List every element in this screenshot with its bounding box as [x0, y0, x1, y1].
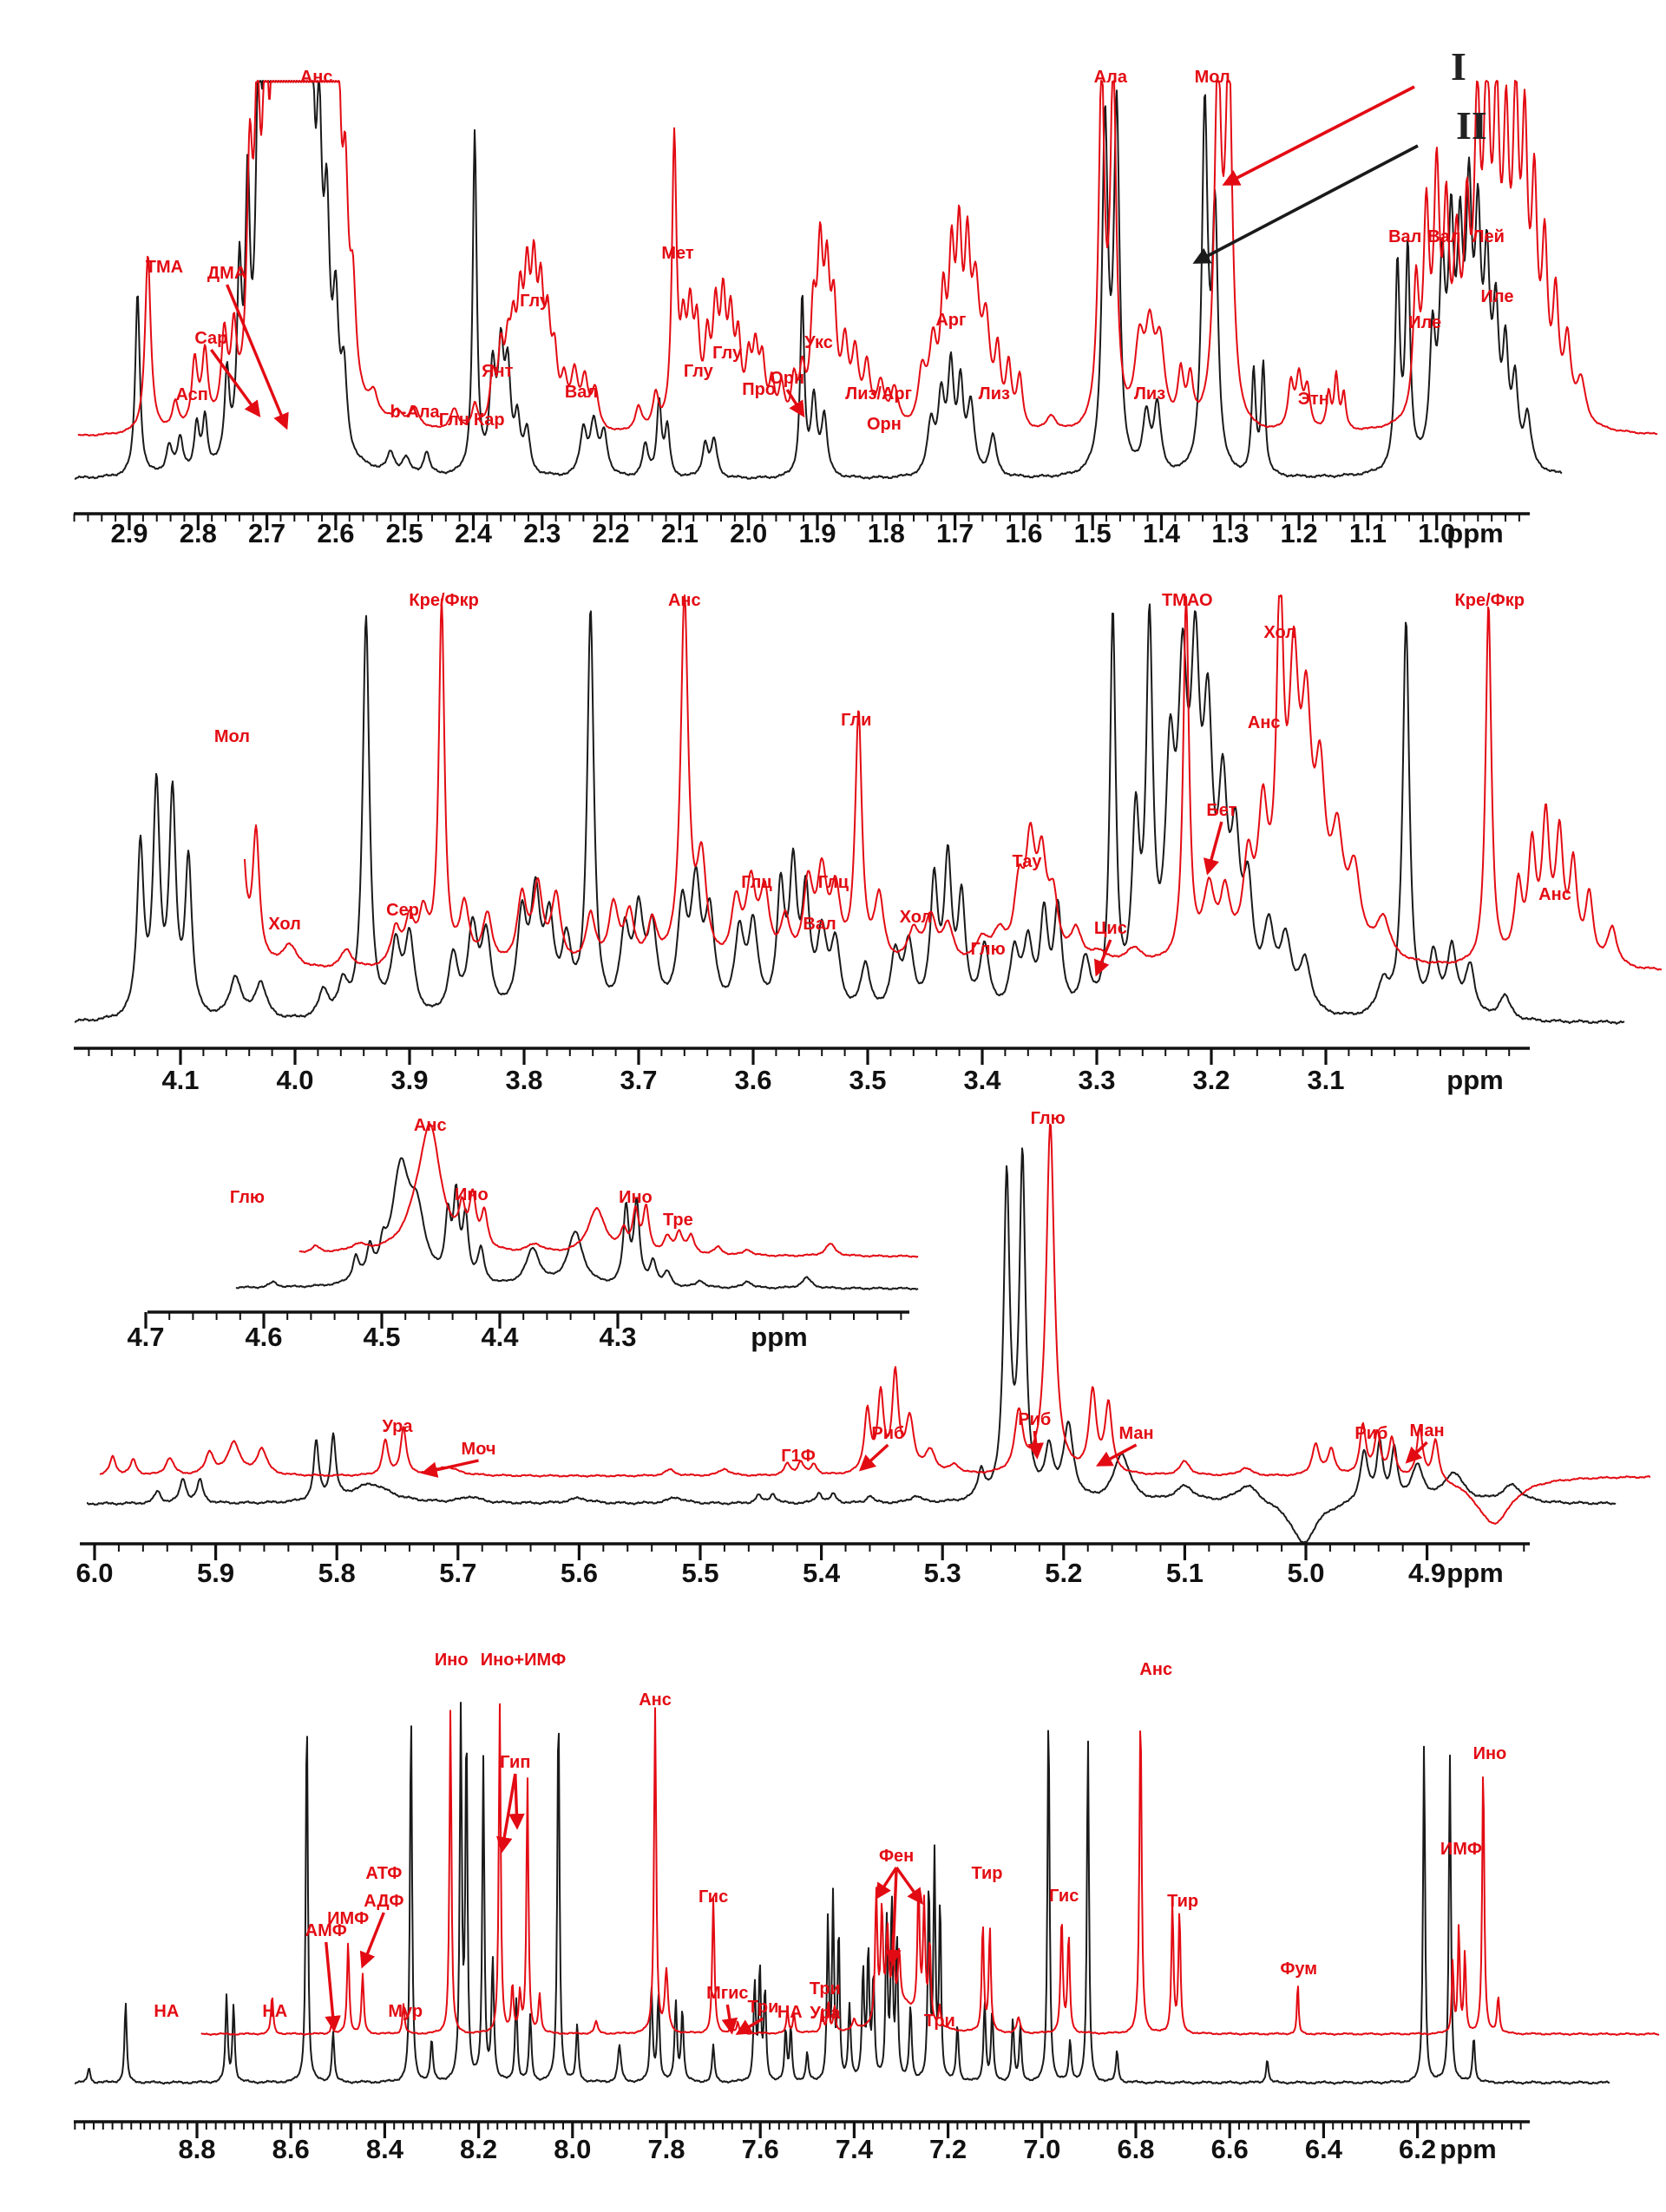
peak-label: Тау: [1012, 852, 1042, 871]
axis-tick-label: 1.8: [867, 518, 905, 548]
annotation-arrow: [326, 1942, 334, 2029]
peak-label: Тир: [1167, 1892, 1199, 1911]
axis-tick-label: 2.1: [660, 518, 699, 548]
x-axis-major-ticks: [110, 514, 1455, 548]
legend-series-label-II: II: [1456, 103, 1487, 148]
peak-label: Цис: [1093, 919, 1127, 938]
peak-label: Три: [809, 1979, 841, 1999]
axis-tick-label: 5.1: [1165, 1558, 1204, 1588]
peak-label: Вал: [803, 915, 836, 934]
peak-label: АМФ: [305, 1921, 347, 1940]
peak-label: Три: [923, 2012, 955, 2031]
peak-label: Ман: [1118, 1424, 1154, 1443]
axis-tick-label: 7.4: [835, 2134, 873, 2164]
axis-tick-label: 5.9: [197, 1558, 235, 1588]
trace-II-black: [75, 604, 1624, 1023]
peak-label: Глц: [817, 873, 849, 892]
trace-II-black: [75, 81, 1562, 479]
x-axis-major-ticks: [127, 1312, 636, 1352]
axis-tick-label: 7.6: [741, 2134, 779, 2164]
axis-tick-label: 6.6: [1210, 2134, 1249, 2164]
annotation-arrow: [211, 350, 259, 415]
peak-label: Тир: [971, 1864, 1003, 1883]
peak-label: Анс: [1247, 713, 1281, 732]
trace-II-black: [75, 1703, 1610, 2084]
axis-unit-label: ppm: [751, 1322, 808, 1352]
peak-label: Вал: [1427, 227, 1461, 246]
annotation-arrow: [502, 1774, 515, 1850]
axis-unit-label: ppm: [1446, 1065, 1504, 1095]
peak-label: Кар: [473, 410, 505, 430]
peak-label: ИМФ: [1440, 1840, 1482, 1859]
peak-label: Кре/Фкр: [409, 591, 479, 610]
panel-anomeric-6.0-4.9: [75, 1109, 1650, 1588]
peak-label: ДМА: [207, 264, 247, 283]
axis-tick-label: 3.8: [505, 1065, 543, 1095]
peak-label: Анс: [1538, 885, 1571, 904]
panel-aromatic-8.8-6.2: [74, 1651, 1659, 2164]
axis-tick-label: 1.0: [1418, 518, 1456, 548]
axis-tick-label: 1.5: [1073, 518, 1112, 548]
axis-tick-label: 3.2: [1192, 1065, 1230, 1095]
axis-tick-label: 3.9: [390, 1065, 429, 1095]
axis-tick-label: 2.3: [523, 518, 561, 548]
axis-tick-label: 4.5: [363, 1322, 401, 1352]
peak-label: Глю: [1030, 1109, 1066, 1128]
peak-label: Фен: [878, 1847, 915, 1866]
legend-series-label-I: I: [1451, 44, 1466, 89]
peak-label: Три: [747, 1998, 779, 2017]
axis-tick-label: 2.6: [317, 518, 355, 548]
axis-tick-label: 7.2: [929, 2134, 967, 2164]
axis-tick-label: 3.6: [734, 1065, 772, 1095]
peak-label: НА: [154, 2002, 180, 2021]
peak-label: Гип: [500, 1753, 531, 1772]
peak-label: ТМА: [145, 258, 184, 277]
axis-tick-label: 2.5: [385, 518, 423, 548]
peak-label: Бет: [1206, 801, 1237, 820]
peak-label: Ино: [1473, 1744, 1507, 1763]
peak-label: Янт: [482, 362, 514, 381]
peak-label: Глю: [970, 940, 1006, 959]
annotation-arrow: [896, 1867, 922, 1902]
peak-label: Ура: [810, 2004, 841, 2023]
peak-label: Ман: [1409, 1421, 1445, 1441]
peak-label: Сар: [194, 329, 228, 348]
peak-label: Анс: [1139, 1660, 1173, 1679]
axis-tick-label: 4.3: [599, 1322, 637, 1352]
peak-label: Лиз: [1133, 384, 1166, 404]
peak-label: Глн: [438, 410, 469, 430]
peak-label: Глю: [229, 1188, 266, 1207]
axis-tick-label: 8.8: [178, 2134, 216, 2164]
axis-tick-label: 6.2: [1399, 2134, 1437, 2164]
axis-tick-label: 5.4: [803, 1558, 841, 1588]
peak-label: Иле: [1480, 287, 1514, 306]
x-axis-major-ticks: [75, 1544, 1446, 1588]
peak-label: Орн: [866, 415, 902, 434]
annotation-arrow: [862, 1445, 889, 1469]
axis-tick-label: 5.3: [923, 1558, 961, 1588]
peak-label: Ино: [434, 1651, 469, 1670]
legend-arrow-I: [1225, 87, 1414, 184]
peak-label: Глу: [520, 292, 550, 311]
axis-tick-label: 1.2: [1280, 518, 1318, 548]
axis-tick-label: 1.3: [1211, 518, 1250, 548]
axis-tick-label: 5.7: [439, 1558, 477, 1588]
peak-label: Глц: [741, 873, 772, 892]
axis-tick-label: 4.7: [127, 1322, 165, 1352]
panel-inset-4.7-4.3: [127, 1116, 918, 1352]
legend-arrow-II: [1196, 146, 1418, 262]
peak-label: Гис: [1049, 1887, 1079, 1906]
peak-label: Иле: [1408, 313, 1442, 332]
axis-tick-label: 1.9: [798, 518, 836, 548]
axis-tick-label: 6.4: [1304, 2134, 1342, 2164]
peak-label: Мур: [388, 2002, 423, 2021]
peak-label: Риб: [871, 1424, 905, 1443]
peak-label: Ура: [382, 1417, 413, 1436]
axis-tick-label: 8.4: [365, 2134, 403, 2164]
peak-label: Мгис: [706, 1984, 749, 2003]
peak-label: АДФ: [364, 1892, 404, 1911]
axis-tick-label: 8.6: [272, 2134, 310, 2164]
panel-midfield-4.1-3.1: [74, 591, 1662, 1095]
trace-I-red: [78, 81, 1657, 436]
axis-tick-label: 2.8: [179, 518, 217, 548]
axis-tick-label: 4.1: [161, 1065, 200, 1095]
peak-label: Гис: [698, 1887, 729, 1907]
annotation-arrow: [738, 2018, 764, 2033]
axis-tick-label: 2.0: [730, 518, 768, 548]
peak-label: Этн: [1297, 390, 1329, 409]
axis-tick-label: 4.4: [481, 1322, 519, 1352]
peak-label: Ино+ИМФ: [480, 1651, 567, 1670]
axis-tick-label: 4.9: [1408, 1558, 1446, 1588]
peak-label: Хол: [1263, 623, 1296, 642]
peak-label: Ино: [455, 1185, 489, 1204]
peak-label: Глу: [712, 344, 743, 363]
annotation-arrow: [787, 390, 803, 415]
peak-label: Арг: [935, 311, 967, 330]
peak-label: Анс: [639, 1690, 672, 1710]
peak-label: ТМАО: [1161, 591, 1213, 610]
peak-label: АТФ: [365, 1864, 403, 1883]
peak-label: ИМФ: [327, 1909, 370, 1928]
peak-label: Риб: [1354, 1424, 1388, 1443]
annotation-arrow: [515, 1774, 517, 1827]
peak-label: Моч: [461, 1440, 496, 1459]
peak-label: Хол: [268, 915, 301, 934]
axis-tick-label: 2.9: [110, 518, 148, 548]
axis-tick-label: 1.6: [1005, 518, 1043, 548]
axis-tick-label: 7.8: [647, 2134, 685, 2164]
axis-tick-label: 5.8: [318, 1558, 356, 1588]
axis-tick-label: 5.6: [560, 1558, 598, 1588]
peak-label: Укс: [804, 333, 833, 352]
peak-label: Мол: [1194, 68, 1230, 87]
peak-label: Фум: [1280, 1959, 1318, 1979]
peak-label: Вал: [1388, 227, 1422, 246]
peak-label: Хол: [899, 908, 933, 927]
annotation-arrow: [424, 1460, 479, 1473]
peak-label: Кре/Фкр: [1454, 591, 1525, 610]
annotation-arrow: [1208, 822, 1222, 872]
peak-label: Риб: [1018, 1410, 1052, 1429]
axis-tick-label: 4.0: [276, 1065, 314, 1095]
axis-tick-label: 5.0: [1287, 1558, 1325, 1588]
peak-label: Вал: [564, 383, 599, 402]
axis-tick-label: 3.7: [620, 1065, 658, 1095]
trace-I-red: [299, 1124, 918, 1257]
peak-label: НА: [777, 2003, 803, 2022]
axis-tick-label: 1.7: [936, 518, 974, 548]
axis-tick-label: 2.2: [592, 518, 630, 548]
peak-label: Асп: [175, 385, 208, 404]
axis-tick-label: 4.6: [245, 1322, 283, 1352]
annotation-arrow: [727, 2005, 731, 2031]
peak-label: Ала: [1093, 68, 1127, 87]
axis-unit-label: ppm: [1446, 518, 1504, 548]
panel-aliphatic-2.9-1.0: [74, 68, 1657, 548]
axis-tick-label: 8.2: [460, 2134, 498, 2164]
axis-tick-label: 2.4: [454, 518, 493, 548]
peak-label: Анс: [299, 68, 333, 87]
peak-label: Анс: [667, 591, 701, 610]
peak-label: Анс: [413, 1116, 447, 1135]
trace-II-black: [87, 1148, 1616, 1542]
axis-tick-label: 2.7: [248, 518, 286, 548]
axis-tick-label: 8.0: [554, 2134, 592, 2164]
peak-label: Мет: [661, 244, 694, 263]
peak-label: Гли: [841, 711, 872, 730]
axis-tick-label: 7.0: [1023, 2134, 1061, 2164]
trace-II-black: [236, 1159, 918, 1290]
peak-label: Лиз: [978, 384, 1010, 404]
axis-tick-label: 3.1: [1307, 1065, 1345, 1095]
axis-tick-label: 1.1: [1348, 518, 1387, 548]
peak-label: Глу: [683, 362, 713, 381]
peak-label: b-Ала: [390, 403, 440, 422]
x-axis-major-ticks: [161, 1048, 1344, 1095]
peak-label: Сер: [386, 901, 419, 920]
axis-tick-label: 5.2: [1045, 1558, 1083, 1588]
peak-label: Про: [742, 380, 777, 399]
peak-label: Лиз/Арг: [845, 384, 912, 404]
axis-unit-label: ppm: [1446, 1558, 1504, 1588]
peak-label: Ино: [619, 1188, 653, 1207]
peak-label: Тре: [662, 1211, 693, 1230]
axis-tick-label: 6.8: [1117, 2134, 1155, 2164]
annotation-arrow: [1097, 940, 1111, 974]
peak-label: Орн: [770, 369, 805, 388]
axis-tick-label: 3.3: [1078, 1065, 1116, 1095]
peak-label: Мол: [213, 727, 250, 746]
axis-tick-label: 3.5: [849, 1065, 887, 1095]
peak-label: Г1Ф: [781, 1447, 816, 1466]
peak-label: НА: [262, 2002, 288, 2021]
annotation-arrow: [877, 1867, 896, 1897]
axis-tick-label: 5.5: [681, 1558, 719, 1588]
peak-label: Лей: [1472, 227, 1505, 246]
axis-unit-label: ppm: [1440, 2134, 1497, 2164]
axis-tick-label: 6.0: [75, 1558, 114, 1588]
axis-tick-label: 1.4: [1142, 518, 1181, 548]
axis-tick-label: 3.4: [963, 1065, 1001, 1095]
